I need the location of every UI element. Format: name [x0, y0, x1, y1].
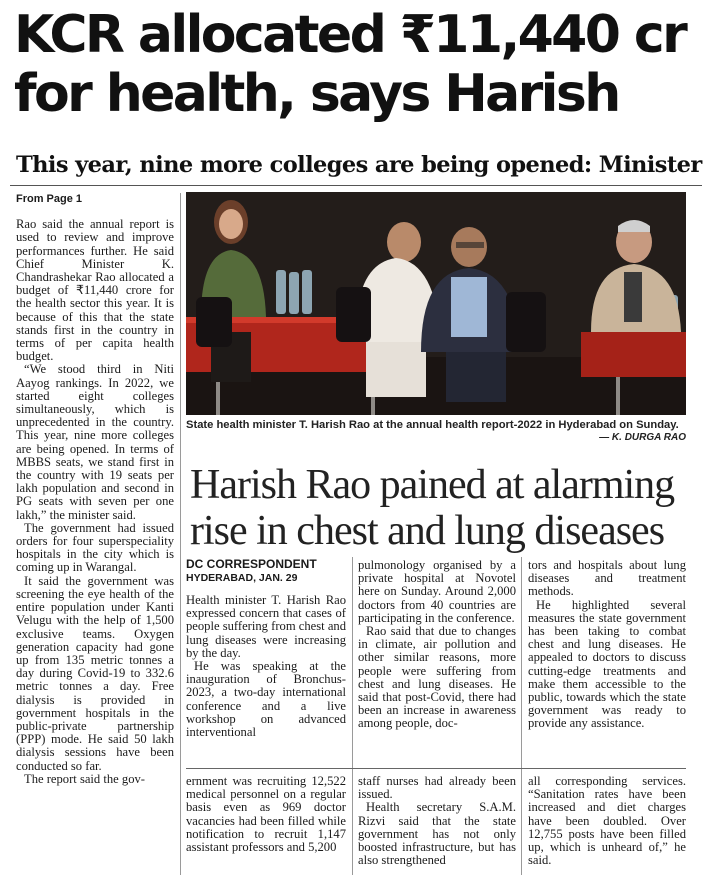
main-headline [14, 6, 704, 124]
paragraph: all corresponding services. “Sanitation rates have been increased and diet charges have been doubled. Over 12,755 posts have been filled up, which is unheard of,” he said. [528, 774, 686, 868]
column-rule [521, 557, 522, 875]
panel-discussion-illustration [186, 192, 686, 415]
column-rule [352, 557, 353, 875]
paragraph: Rao said that due to changes in climate, air pollution and other similar reasons, more people were suffering from chest and lung diseases. He said that post-Covid, there had been an increase in awareness among people, doc- [358, 624, 516, 731]
column-rule [180, 193, 181, 875]
paragraph: The report said the gov- [24, 771, 145, 786]
story-column-3 [528, 559, 686, 731]
subheadline: This year, nine more colleges are being opened: Minister [16, 152, 702, 178]
photo-credit: — K. DURGA RAO [599, 432, 686, 443]
story-column-1 [186, 594, 346, 739]
paragraph: staff nurses had already been issued. [358, 774, 516, 802]
continuation-column-1 [186, 775, 346, 854]
news-photo [186, 192, 686, 415]
story-headline [190, 462, 700, 554]
continuation-column-3 [528, 775, 686, 867]
paragraph: The government had issued orders for four superspeciality hospitals in the city which is coming up in Warangal. [16, 520, 174, 575]
paragraph: Health secretary S.A.M. Rizvi said that the state government has not only boosted infrastructure, but has also strengthened [358, 800, 516, 868]
paragraph: Health minister T. Harish Rao expressed concern that cases of people suffering from chest and lung diseases were increasing by the day. [186, 593, 346, 660]
paragraph: He highlighted several measures the state government has been taking to combat chest and lung diseases. He appealed to doctors to discuss cutting-edge treatments and make them accessible to the public, towards which the state government was ready to provide any assistance. [528, 597, 686, 731]
paragraph: Rao said the annual report is used to review and improve performances further. He said Chief Minister K. Chandrashekar Rao allocated a budget of ₹11,440 crore for the health sector this year. It is because of this that the state stands first in the country in terms of per capita health budget. [16, 217, 174, 364]
paragraph: tors and hospitals about lung diseases and treatment methods. [528, 558, 686, 599]
paragraph: “We stood third in Niti Aayog rankings. In 2022, we started eight colleges simultaneously, which is unprecedented in the country. This year, nine more colleges are being opened. In terms of MBBS seats, we stand first in the country with 19 seats per lakh population and second in PG seats with seven per one lakh,” the minister said. [16, 362, 174, 522]
left-column [16, 193, 174, 786]
paragraph: It said the government was screening the eye health of the entire population under Kanti Velugu with the help of 1,500 exclusive teams. Oxygen generation capacity had gone up from 135 metric tonnes a day during Covid-19 to 332.6 metric tonnes a day. Free dialysis is provided in government hospitals in the public-private partnership (PPP) mode. He said 50 lakh dialysis sessions have been conducted so far. [16, 573, 174, 773]
photo-caption: State health minister T. Harish Rao at the annual health report-2022 in Hyderabad on Sunday. [186, 419, 679, 431]
divider [10, 185, 702, 186]
dateline: HYDERABAD, JAN. 29 [186, 572, 298, 584]
byline-block [186, 557, 356, 585]
headline-line-2: for health, says Harish [14, 64, 619, 124]
headline-line-1: KCR allocated ₹11,440 cr [14, 5, 686, 65]
paragraph: ernment was recruiting 12,522 medical personnel on a regular basis even as 969 doctor vacancies had been filled while notification to recruit 1,147 assistant professors and 5,200 [186, 774, 346, 855]
divider [186, 768, 686, 769]
paragraph: pulmonology organised by a private hospital at Novotel here on Sunday. Around 2,000 doctors from 40 countries are participating in the conference. [358, 558, 516, 625]
story-headline-line-1: Harish Rao pained at alarming [190, 462, 675, 508]
kicker: From Page 1 [16, 193, 83, 205]
story-column-2 [358, 559, 516, 731]
byline: DC CORRESPONDENT [186, 557, 317, 571]
continuation-column-2 [358, 775, 516, 867]
story-headline-line-2: rise in chest and lung diseases [190, 508, 665, 554]
paragraph: He was speaking at the inauguration of Bronchus-2023, a two-day international conference and a live workshop on advanced interventional [186, 659, 346, 740]
